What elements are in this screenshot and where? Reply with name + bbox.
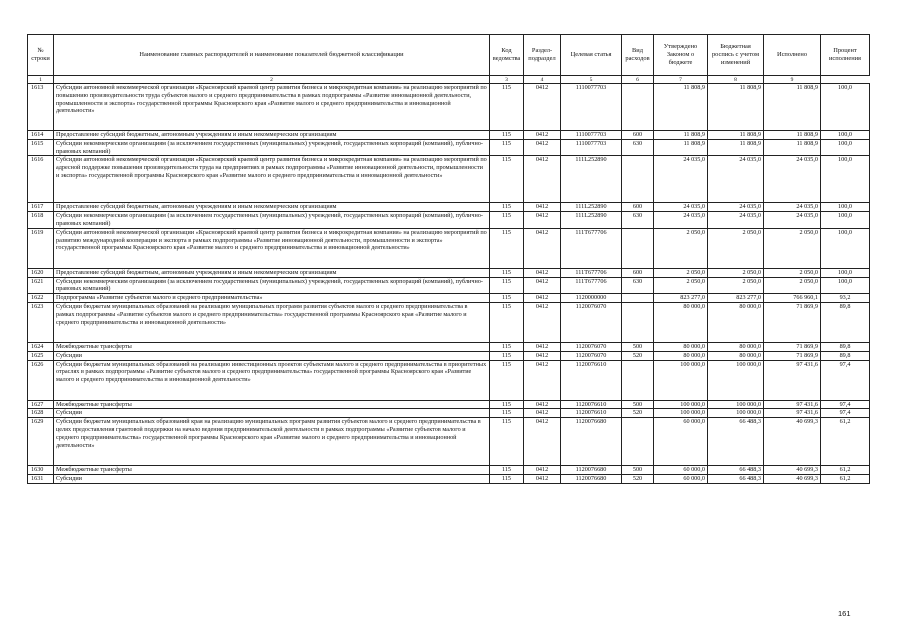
row-list: 24 035,0 <box>708 212 764 229</box>
row-number: 1614 <box>28 131 54 140</box>
row-percent: 93,2 <box>821 294 870 303</box>
row-approved: 60 000,0 <box>654 418 708 466</box>
row-section: 0412 <box>524 277 561 294</box>
column-index: 3 <box>490 76 524 84</box>
row-target: 1120076070 <box>561 302 622 342</box>
table-header-row <box>28 35 870 76</box>
row-dept-code: 115 <box>490 156 524 203</box>
row-number: 1622 <box>28 294 54 303</box>
row-list: 80 000,0 <box>708 342 764 351</box>
row-list: 24 035,0 <box>708 156 764 203</box>
row-section: 0412 <box>524 360 561 400</box>
column-index: 8 <box>708 76 764 84</box>
row-target: 111L252890 <box>561 203 622 212</box>
table-row <box>28 474 870 483</box>
row-executed: 40 699,3 <box>764 466 821 475</box>
table-row <box>28 360 870 400</box>
row-number: 1617 <box>28 203 54 212</box>
row-dept-code: 115 <box>490 474 524 483</box>
row-section: 0412 <box>524 268 561 277</box>
row-executed: 71 869,9 <box>764 302 821 342</box>
row-executed: 71 869,9 <box>764 351 821 360</box>
row-executed: 2 050,0 <box>764 228 821 268</box>
row-expense-type <box>622 360 654 400</box>
row-dept-code: 115 <box>490 277 524 294</box>
row-percent: 100,0 <box>821 268 870 277</box>
row-executed: 11 808,9 <box>764 84 821 131</box>
row-dept-code: 115 <box>490 351 524 360</box>
row-executed: 24 035,0 <box>764 203 821 212</box>
header-approved: Утверждено Законом о бюджете <box>654 35 708 76</box>
row-percent: 100,0 <box>821 139 870 156</box>
row-approved: 100 000,0 <box>654 409 708 418</box>
row-dept-code: 115 <box>490 302 524 342</box>
row-list: 66 488,3 <box>708 474 764 483</box>
row-number: 1616 <box>28 156 54 203</box>
header-row-no: № строки <box>28 35 54 76</box>
row-percent: 97,4 <box>821 400 870 409</box>
row-target: 1110077703 <box>561 139 622 156</box>
table-row <box>28 294 870 303</box>
row-number: 1627 <box>28 400 54 409</box>
table-row <box>28 228 870 268</box>
row-section: 0412 <box>524 212 561 229</box>
row-name: Субсидии <box>54 474 490 483</box>
row-percent: 100,0 <box>821 156 870 203</box>
row-section: 0412 <box>524 294 561 303</box>
column-index: 5 <box>561 76 622 84</box>
row-target: 1120076070 <box>561 342 622 351</box>
row-list: 66 488,3 <box>708 466 764 475</box>
row-executed: 24 035,0 <box>764 212 821 229</box>
row-dept-code: 115 <box>490 228 524 268</box>
row-percent: 100,0 <box>821 203 870 212</box>
row-executed: 766 960,1 <box>764 294 821 303</box>
row-target: 1120076680 <box>561 466 622 475</box>
row-section: 0412 <box>524 351 561 360</box>
row-target: 1110077703 <box>561 84 622 131</box>
row-section: 0412 <box>524 466 561 475</box>
row-approved: 11 808,9 <box>654 131 708 140</box>
table-body <box>28 84 870 484</box>
page-number: 161 <box>838 609 851 618</box>
row-list: 100 000,0 <box>708 400 764 409</box>
row-name: Субсидии бюджетам муниципальных образований края на реализацию муниципальных программ развития субъектов малого и среднего предпринимательства в целях предоставления грантовой поддержки на начало ведения предпринимательской деятельности в рамках подпрограммы «Развитие субъектов малого и среднего предпринимательства» государственной программы Красноярского края «Развитие малого и среднего предпринимательства и инновационной деятельности» <box>54 418 490 466</box>
row-dept-code: 115 <box>490 418 524 466</box>
row-section: 0412 <box>524 131 561 140</box>
row-expense-type <box>622 84 654 131</box>
row-name: Субсидии бюджетам муниципальных образований на реализацию инвестиционных проектов субъектами малого и среднего предпринимательства в приоритетных отраслях в рамках подпрограммы «Развитие субъектов малого и среднего предпринимательства» государственной программы Красноярского края «Развитие малого и среднего предпринимательства и инновационной деятельности» <box>54 360 490 400</box>
row-expense-type <box>622 418 654 466</box>
row-list: 66 488,3 <box>708 418 764 466</box>
table-row <box>28 418 870 466</box>
row-target: 1120076610 <box>561 409 622 418</box>
row-target: 111L252890 <box>561 156 622 203</box>
row-percent: 89,8 <box>821 302 870 342</box>
row-target: 1120076610 <box>561 400 622 409</box>
row-section: 0412 <box>524 474 561 483</box>
row-expense-type <box>622 228 654 268</box>
header-percent: Процент исполнения <box>821 35 870 76</box>
row-dept-code: 115 <box>490 139 524 156</box>
row-name: Межбюджетные трансферты <box>54 342 490 351</box>
row-list: 80 000,0 <box>708 302 764 342</box>
header-expense-type: Вид расходов <box>622 35 654 76</box>
row-percent: 100,0 <box>821 131 870 140</box>
row-executed: 40 699,3 <box>764 418 821 466</box>
table-row <box>28 131 870 140</box>
row-expense-type: 630 <box>622 212 654 229</box>
row-approved: 100 000,0 <box>654 360 708 400</box>
table-row <box>28 342 870 351</box>
row-list: 100 000,0 <box>708 409 764 418</box>
row-name: Субсидии автономной некоммерческой организации «Красноярский краевой центр развития бизнеса и микрокредитная компания» на реализацию мероприятий по адресной поддержке повышения производительности труда на предприятиях в рамках подпрограммы «Развитие инновационной деятельности, промышленности и экспорта» государственной программы Красноярского края «Развитие малого и среднего предпринимательства и инновационной деятельности» <box>54 156 490 203</box>
row-percent: 100,0 <box>821 84 870 131</box>
row-target: 1120076070 <box>561 351 622 360</box>
table-row <box>28 139 870 156</box>
row-section: 0412 <box>524 139 561 156</box>
header-target: Целевая статья <box>561 35 622 76</box>
row-dept-code: 115 <box>490 466 524 475</box>
row-percent: 61,2 <box>821 418 870 466</box>
row-executed: 71 869,9 <box>764 342 821 351</box>
row-executed: 11 808,9 <box>764 131 821 140</box>
header-section: Раздел-подраздел <box>524 35 561 76</box>
row-name: Субсидии автономной некоммерческой организации «Красноярский краевой центр развития бизнеса и микрокредитная компания» на реализацию мероприятий по развитию международной кооперации и экспорта в рамках подпрограммы «Развитие инновационной деятельности, промышленности и экспорта» государственной программы Красноярского края «Развитие малого и среднего предпринимательства и инновационной деятельности» <box>54 228 490 268</box>
row-approved: 80 000,0 <box>654 342 708 351</box>
row-target: 1120076680 <box>561 418 622 466</box>
row-target: 1120000000 <box>561 294 622 303</box>
row-section: 0412 <box>524 156 561 203</box>
table-row <box>28 409 870 418</box>
row-section: 0412 <box>524 228 561 268</box>
row-name: Субсидии автономной некоммерческой организации «Красноярский краевой центр развития бизнеса и микрокредитная компания» на реализацию мероприятий по повышению производительности труда субъектов малого и среднего предпринимательства в рамках подпрограммы «Развитие инновационной деятельности, промышленности и экспорта» государственной программы Красноярского края «Развитие малого и среднего предпринимательства и инновационной деятельности» <box>54 84 490 131</box>
row-number: 1626 <box>28 360 54 400</box>
row-expense-type: 630 <box>622 277 654 294</box>
row-approved: 11 808,9 <box>654 139 708 156</box>
row-target: 111T677706 <box>561 228 622 268</box>
table-row <box>28 277 870 294</box>
row-name: Межбюджетные трансферты <box>54 400 490 409</box>
row-percent: 100,0 <box>821 228 870 268</box>
row-number: 1620 <box>28 268 54 277</box>
table-row <box>28 203 870 212</box>
column-index-row <box>28 76 870 84</box>
row-expense-type: 600 <box>622 131 654 140</box>
row-percent: 61,2 <box>821 466 870 475</box>
row-approved: 2 050,0 <box>654 277 708 294</box>
row-approved: 60 000,0 <box>654 474 708 483</box>
row-section: 0412 <box>524 400 561 409</box>
row-section: 0412 <box>524 302 561 342</box>
row-target: 1120076680 <box>561 474 622 483</box>
column-index: 2 <box>54 76 490 84</box>
row-executed: 97 431,6 <box>764 400 821 409</box>
row-approved: 2 050,0 <box>654 268 708 277</box>
row-target: 1110077703 <box>561 131 622 140</box>
row-expense-type: 600 <box>622 268 654 277</box>
row-number: 1631 <box>28 474 54 483</box>
row-target: 111L252890 <box>561 212 622 229</box>
row-number: 1628 <box>28 409 54 418</box>
row-executed: 97 431,6 <box>764 409 821 418</box>
row-name: Субсидии бюджетам муниципальных образований на реализацию муниципальных программ развития субъектов малого и среднего предпринимательства в рамках подпрограммы «Развитие субъектов малого и среднего предпринимательства» государственной программы Красноярского края «Развитие малого и среднего предпринимательства и инновационной деятельности» <box>54 302 490 342</box>
row-list: 2 050,0 <box>708 277 764 294</box>
row-section: 0412 <box>524 418 561 466</box>
row-dept-code: 115 <box>490 294 524 303</box>
row-list: 11 808,9 <box>708 139 764 156</box>
table-row <box>28 212 870 229</box>
row-target: 111T677706 <box>561 268 622 277</box>
row-approved: 80 000,0 <box>654 302 708 342</box>
row-number: 1613 <box>28 84 54 131</box>
row-number: 1624 <box>28 342 54 351</box>
row-executed: 24 035,0 <box>764 156 821 203</box>
row-dept-code: 115 <box>490 409 524 418</box>
row-section: 0412 <box>524 203 561 212</box>
row-list: 11 808,9 <box>708 131 764 140</box>
header-executed: Исполнено <box>764 35 821 76</box>
row-approved: 24 035,0 <box>654 212 708 229</box>
row-number: 1619 <box>28 228 54 268</box>
row-dept-code: 115 <box>490 131 524 140</box>
row-target: 1120076610 <box>561 360 622 400</box>
row-percent: 100,0 <box>821 277 870 294</box>
row-dept-code: 115 <box>490 400 524 409</box>
row-expense-type: 500 <box>622 342 654 351</box>
row-approved: 11 808,9 <box>654 84 708 131</box>
table-row <box>28 156 870 203</box>
row-list: 823 277,0 <box>708 294 764 303</box>
row-expense-type: 600 <box>622 203 654 212</box>
row-dept-code: 115 <box>490 203 524 212</box>
row-section: 0412 <box>524 342 561 351</box>
row-dept-code: 115 <box>490 342 524 351</box>
row-name: Предоставление субсидий бюджетным, автономным учреждениям и иным некоммерческим организациям <box>54 268 490 277</box>
row-approved: 60 000,0 <box>654 466 708 475</box>
row-executed: 11 808,9 <box>764 139 821 156</box>
row-number: 1630 <box>28 466 54 475</box>
row-expense-type: 520 <box>622 409 654 418</box>
row-percent: 89,8 <box>821 342 870 351</box>
header-code-dept: Код ведомства <box>490 35 524 76</box>
row-percent: 100,0 <box>821 212 870 229</box>
row-list: 80 000,0 <box>708 351 764 360</box>
column-index: 7 <box>654 76 708 84</box>
row-list: 2 050,0 <box>708 228 764 268</box>
table-row <box>28 302 870 342</box>
table-row <box>28 400 870 409</box>
row-name: Субсидии некоммерческим организациям (за исключением государственных (муниципальных) учреждений, государственных корпораций (компаний), публично-правовых компаний) <box>54 139 490 156</box>
header-name: Наименование главных распорядителей и наименование показателей бюджетной классификации <box>54 35 490 76</box>
row-executed: 2 050,0 <box>764 268 821 277</box>
row-approved: 80 000,0 <box>654 351 708 360</box>
row-number: 1615 <box>28 139 54 156</box>
row-expense-type: 520 <box>622 474 654 483</box>
table-row <box>28 466 870 475</box>
row-executed: 97 431,6 <box>764 360 821 400</box>
row-approved: 24 035,0 <box>654 156 708 203</box>
column-index: 9 <box>764 76 821 84</box>
row-approved: 823 277,0 <box>654 294 708 303</box>
row-name: Субсидии некоммерческим организациям (за исключением государственных (муниципальных) учреждений, государственных корпораций (компаний), публично-правовых компаний) <box>54 212 490 229</box>
budget-table <box>27 34 870 484</box>
row-expense-type: 630 <box>622 139 654 156</box>
row-name: Межбюджетные трансферты <box>54 466 490 475</box>
row-number: 1625 <box>28 351 54 360</box>
row-approved: 24 035,0 <box>654 203 708 212</box>
row-executed: 40 699,3 <box>764 474 821 483</box>
column-index: 4 <box>524 76 561 84</box>
row-approved: 100 000,0 <box>654 400 708 409</box>
row-expense-type <box>622 156 654 203</box>
row-name: Подпрограмма «Развитие субъектов малого и среднего предпринимательства» <box>54 294 490 303</box>
row-list: 100 000,0 <box>708 360 764 400</box>
row-dept-code: 115 <box>490 360 524 400</box>
row-percent: 97,4 <box>821 409 870 418</box>
table-row <box>28 84 870 131</box>
row-executed: 2 050,0 <box>764 277 821 294</box>
row-dept-code: 115 <box>490 84 524 131</box>
table-row <box>28 268 870 277</box>
row-number: 1618 <box>28 212 54 229</box>
row-section: 0412 <box>524 84 561 131</box>
table-row <box>28 351 870 360</box>
row-name: Предоставление субсидий бюджетным, автономным учреждениям и иным некоммерческим организациям <box>54 203 490 212</box>
budget-report-sheet <box>27 34 869 484</box>
row-list: 11 808,9 <box>708 84 764 131</box>
column-index: 1 <box>28 76 54 84</box>
row-percent: 61,2 <box>821 474 870 483</box>
row-expense-type <box>622 302 654 342</box>
row-number: 1629 <box>28 418 54 466</box>
row-name: Субсидии <box>54 409 490 418</box>
row-name: Предоставление субсидий бюджетным, автономным учреждениям и иным некоммерческим организациям <box>54 131 490 140</box>
row-target: 111T677706 <box>561 277 622 294</box>
row-percent: 97,4 <box>821 360 870 400</box>
row-dept-code: 115 <box>490 212 524 229</box>
row-expense-type: 500 <box>622 466 654 475</box>
row-section: 0412 <box>524 409 561 418</box>
row-approved: 2 050,0 <box>654 228 708 268</box>
row-expense-type: 500 <box>622 400 654 409</box>
header-list: Бюджетная роспись с учетом изменений <box>708 35 764 76</box>
column-index: 6 <box>622 76 654 84</box>
row-number: 1623 <box>28 302 54 342</box>
row-expense-type: 520 <box>622 351 654 360</box>
row-name: Субсидии некоммерческим организациям (за исключением государственных (муниципальных) учреждений, государственных корпораций (компаний), публично-правовых компаний) <box>54 277 490 294</box>
row-percent: 89,8 <box>821 351 870 360</box>
row-list: 2 050,0 <box>708 268 764 277</box>
row-expense-type <box>622 294 654 303</box>
row-name: Субсидии <box>54 351 490 360</box>
row-dept-code: 115 <box>490 268 524 277</box>
row-list: 24 035,0 <box>708 203 764 212</box>
row-number: 1621 <box>28 277 54 294</box>
